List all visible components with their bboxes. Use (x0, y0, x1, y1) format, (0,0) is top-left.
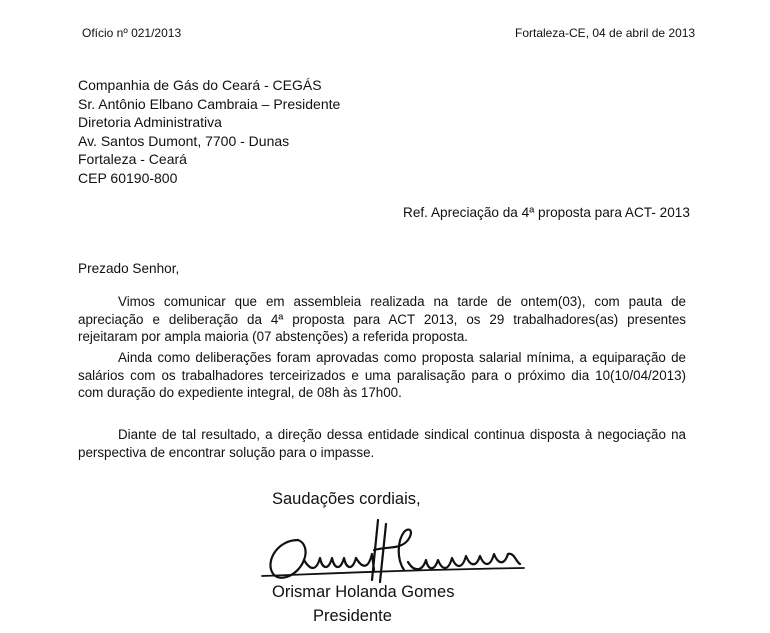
recipient-line: Companhia de Gás do Ceará - CEGÁS (78, 77, 322, 93)
body-paragraph: Diante de tal resultado, a direção dessa entidade sindical continua disposta à negociação na perspectiva de encontrar solução para o impasse. (78, 427, 686, 460)
handwritten-signature (258, 510, 528, 590)
body-paragraph: Vimos comunicar que em assembleia realizada na tarde de ontem(03), com pauta de apreciação e deliberação da 4ª proposta para ACT 2013, os 29 trabalhadores(as) presentes rejeitaram por ampla maioria (07 abstenções) a referida proposta. (78, 294, 686, 344)
greeting: Prezado Senhor, (78, 261, 180, 276)
recipient-line: Diretoria Administrativa (78, 114, 222, 130)
recipient-address-block (78, 76, 340, 187)
document-number: Ofício nº 021/2013 (82, 26, 182, 40)
place-and-date: Fortaleza-CE, 04 de abril de 2013 (515, 26, 696, 40)
signer-name: Orismar Holanda Gomes (272, 583, 455, 601)
signer-title: Presidente (313, 607, 392, 625)
recipient-line: Fortaleza - Ceará (78, 151, 187, 167)
recipient-line: CEP 60190-800 (78, 169, 178, 186)
closing-salutation: Saudações cordiais, (272, 490, 421, 508)
recipient-line: Sr. Antônio Elbano Cambraia – Presidente (78, 95, 341, 112)
reference-line: Ref. Apreciação da 4ª proposta para ACT- 2013 (403, 205, 690, 220)
recipient-line: Av. Santos Dumont, 7700 - Dunas (78, 132, 290, 149)
body-paragraph: Ainda como deliberações foram aprovadas como proposta salarial mínima, a equiparação de salários com os trabalhadores terceirizados e uma paralisação para o próximo dia 10(10/04/2013) com duração do expediente integral, de 08h às 17h00. (78, 350, 686, 400)
